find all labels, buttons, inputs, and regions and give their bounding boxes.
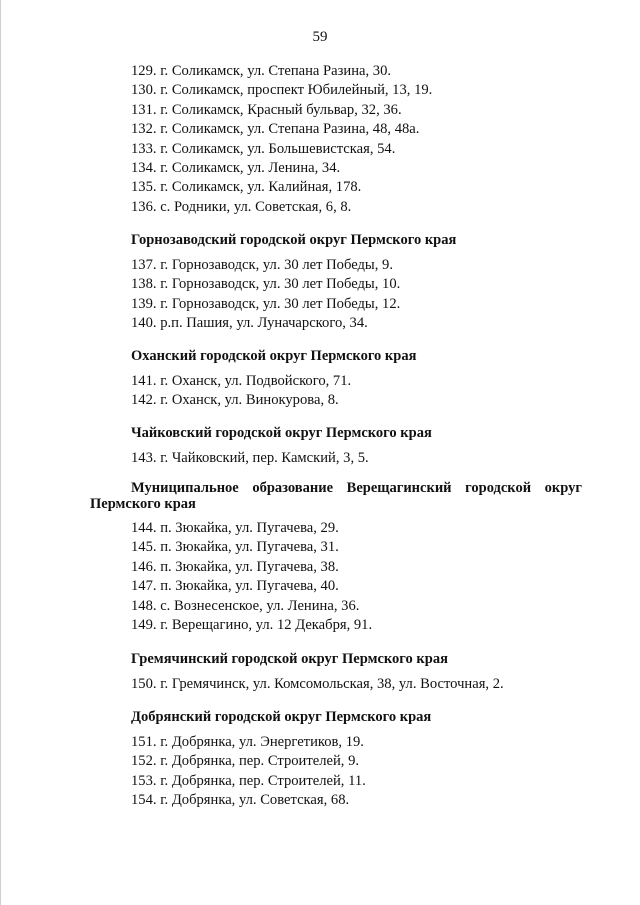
list-item: 142. г. Оханск, ул. Винокурова, 8. bbox=[131, 392, 339, 409]
list-item: 131. г. Соликамск, Красный бульвар, 32, 36. bbox=[131, 101, 402, 118]
list-item: 140. р.п. Пашия, ул. Луначарского, 34. bbox=[131, 315, 368, 332]
section-heading: Горнозаводский городской округ Пермского края bbox=[131, 232, 457, 248]
section-gornozavodsk-items bbox=[0, 256, 640, 334]
section-heading: Чайковский городской округ Пермского края bbox=[131, 425, 432, 441]
list-item: 141. г. Оханск, ул. Подвойского, 71. bbox=[131, 373, 352, 389]
list-item: 135. г. Соликамск, ул. Калийная, 178. bbox=[131, 179, 362, 196]
section-heading: Муниципальное образование Верещагинский городской округ bbox=[131, 480, 582, 496]
list-item: 151. г. Добрянка, ул. Энергетиков, 19. bbox=[131, 734, 364, 750]
list-item: 138. г. Горнозаводск, ул. 30 лет Победы, 10. bbox=[131, 276, 401, 293]
section-okhansk-items bbox=[0, 372, 640, 411]
list-item: 133. г. Соликамск, ул. Большевистская, 54. bbox=[131, 140, 396, 157]
section-solikamsk bbox=[0, 62, 640, 217]
list-item: 139. г. Горнозаводск, ул. 30 лет Победы, 12. bbox=[131, 295, 401, 312]
list-item: 146. п. Зюкайка, ул. Пугачева, 38. bbox=[131, 558, 339, 575]
section-chaikovsky-items bbox=[0, 449, 640, 468]
list-item: 147. п. Зюкайка, ул. Пугачева, 40. bbox=[131, 578, 339, 595]
list-item: 143. г. Чайковский, пер. Камский, 3, 5. bbox=[131, 450, 369, 466]
section-dobryanka bbox=[0, 708, 640, 727]
list-item: 137. г. Горнозаводск, ул. 30 лет Победы, 9. bbox=[131, 257, 393, 273]
list-item: 150. г. Гремячинск, ул. Комсомольская, 38, ул. Восточная, 2. bbox=[131, 676, 504, 692]
list-item: 145. п. Зюкайка, ул. Пугачева, 31. bbox=[131, 539, 339, 556]
section-gremyachinsk bbox=[0, 650, 640, 669]
list-item: 132. г. Соликамск, ул. Степана Разина, 48, 48а. bbox=[131, 121, 420, 138]
section-heading-continuation: Пермского края bbox=[90, 495, 196, 512]
list-item: 129. г. Соликамск, ул. Степана Разина, 30. bbox=[131, 63, 392, 79]
list-item: 152. г. Добрянка, пер. Строителей, 9. bbox=[131, 753, 360, 770]
list-item: 153. г. Добрянка, пер. Строителей, 11. bbox=[131, 772, 366, 789]
section-gornozavodsk bbox=[0, 231, 640, 250]
section-heading: Добрянский городской округ Пермского края bbox=[131, 709, 432, 725]
section-gremyachinsk-items bbox=[0, 675, 640, 694]
section-dobryanka-items bbox=[0, 733, 640, 811]
section-heading: Гремячинский городской округ Пермского края bbox=[131, 651, 448, 667]
section-vereshchagino bbox=[0, 481, 640, 512]
list-item: 154. г. Добрянка, ул. Советская, 68. bbox=[131, 792, 350, 809]
list-item: 149. г. Верещагино, ул. 12 Декабря, 91. bbox=[131, 617, 373, 634]
list-item: 148. с. Вознесенское, ул. Ленина, 36. bbox=[131, 597, 360, 614]
section-chaikovsky bbox=[0, 424, 640, 443]
list-item: 144. п. Зюкайка, ул. Пугачева, 29. bbox=[131, 520, 339, 536]
list-item: 134. г. Соликамск, ул. Ленина, 34. bbox=[131, 160, 341, 177]
section-vereshchagino-items bbox=[0, 519, 640, 635]
page-number: 59 bbox=[312, 29, 328, 45]
section-heading: Оханский городской округ Пермского края bbox=[131, 348, 417, 364]
list-item: 136. с. Родники, ул. Советская, 6, 8. bbox=[131, 198, 352, 215]
section-okhansk bbox=[0, 347, 640, 366]
list-item: 130. г. Соликамск, проспект Юбилейный, 13, 19. bbox=[131, 82, 433, 99]
